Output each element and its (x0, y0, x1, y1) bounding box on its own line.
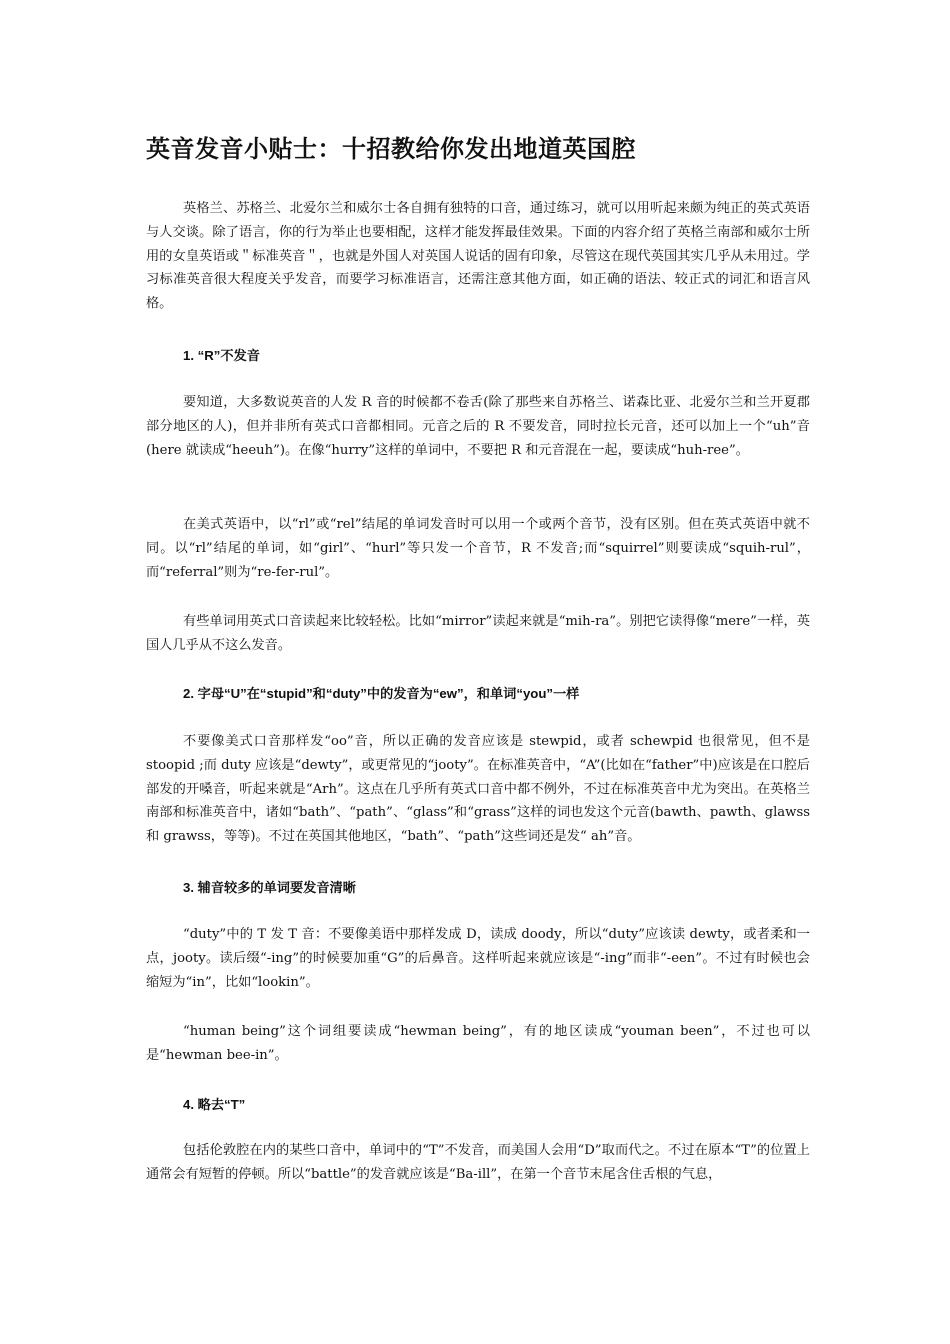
section-1-paragraph-1: 要知道，大多数说英音的人发 R 音的时候都不卷舌(除了那些来自苏格兰、诺森比亚、北爱尔兰和兰开夏郡部分地区的人)，但并非所有英式口音都相同。元音之后的 R 不要发音，同时拉长元音，还可以加上一个“uh”音(here 就读成“heeuh”)。在像“hurry”这样的单词中，不要把 R 和元音混在一起，要读成“huh-ree”。 (146, 395, 810, 458)
section-3-paragraph-2: “human being”这个词组要读成“hewman being”，有的地区读成“youman been”，不过也可以是“hewman bee-in”。 (146, 1024, 810, 1063)
section-4-paragraph-1: 包括伦敦腔在内的某些口音中，单词中的“T”不发音，而美国人会用“D”取而代之。不过在原本“T”的位置上通常会有短暂的停顿。所以“battle”的发音就应该是“Ba-ill”，在第一个音节末尾含住舌根的气息， (146, 1143, 810, 1182)
section-heading-2: 2. 字母“U”在“stupid”和“duty”中的发音为“ew”，和单词“you”一样 (183, 686, 580, 701)
section-heading-4: 4. 略去“T” (183, 1097, 246, 1112)
section-heading-1: 1. “R”不发音 (183, 348, 260, 363)
section-1-paragraph-2: 在美式英语中，以“rl”或“rel”结尾的单词发音时可以用一个或两个音节，没有区别。但在英式英语中就不同。以“rl”结尾的单词，如“girl”、“hurl”等只发一个音节，R 不发音;而“squirrel”则要读成“squih-rul”，而“referral”则为“re-fer-rul”。 (146, 517, 810, 580)
section-1-paragraph-3: 有些单词用英式口音读起来比较轻松。比如“mirror”读起来就是“mih-ra”。别把它读得像“mere”一样，英国人几乎从不这么发音。 (146, 614, 810, 653)
page-title: 英音发音小贴士：十招教给你发出地道英国腔 (146, 134, 636, 163)
section-3-paragraph-1: “duty”中的 T 发 T 音：不要像美语中那样发成 D，读成 doody，所以“duty”应该读 dewty，或者柔和一点，jooty。读后缀“-ing”的时候要加重“G”的后鼻音。这样听起来就应该是“-ing”而非“-een”。不过有时候也会缩短为“in”，比如“lookin”。 (146, 927, 810, 990)
section-heading-3: 3. 辅音较多的单词要发音清晰 (183, 880, 356, 895)
section-2-paragraph-1: 不要像美式口音那样发“oo”音，所以正确的发音应该是 stewpid，或者 schewpid 也很常见，但不是 stoopid ;而 duty 应该是“dewty”，或更常见的“jooty”。在标准英音中，“A”(比如在“father”中)应该是在口腔后部发的开嗓音，听起来就是“Arh”。这点在几乎所有英式口音中都不例外，不过在标准英音中尤为突出。在英格兰南部和标准英音中，诸如“bath”、“path”、“glass”和“grass”这样的词也发这个元音(bawth、pawth、glawss 和 grawss，等等)。不过在英国其他地区，“bath”、“path”这些词还是发“ ah”音。 (146, 734, 810, 845)
intro-paragraph: 英格兰、苏格兰、北爱尔兰和威尔士各自拥有独特的口音，通过练习，就可以用听起来颇为纯正的英式英语与人交谈。除了语言，你的行为举止也要相配，这样才能发挥最佳效果。下面的内容介绍了英格兰南部和威尔士所用的女皇英语或＂标准英音＂，也就是外国人对英国人说话的固有印象，尽管这在现代英国其实几乎从未用过。学习标准英音很大程度关乎发音，而要学习标准语言，还需注意其他方面，如正确的语法、较正式的词汇和语言风格。 (146, 201, 810, 312)
